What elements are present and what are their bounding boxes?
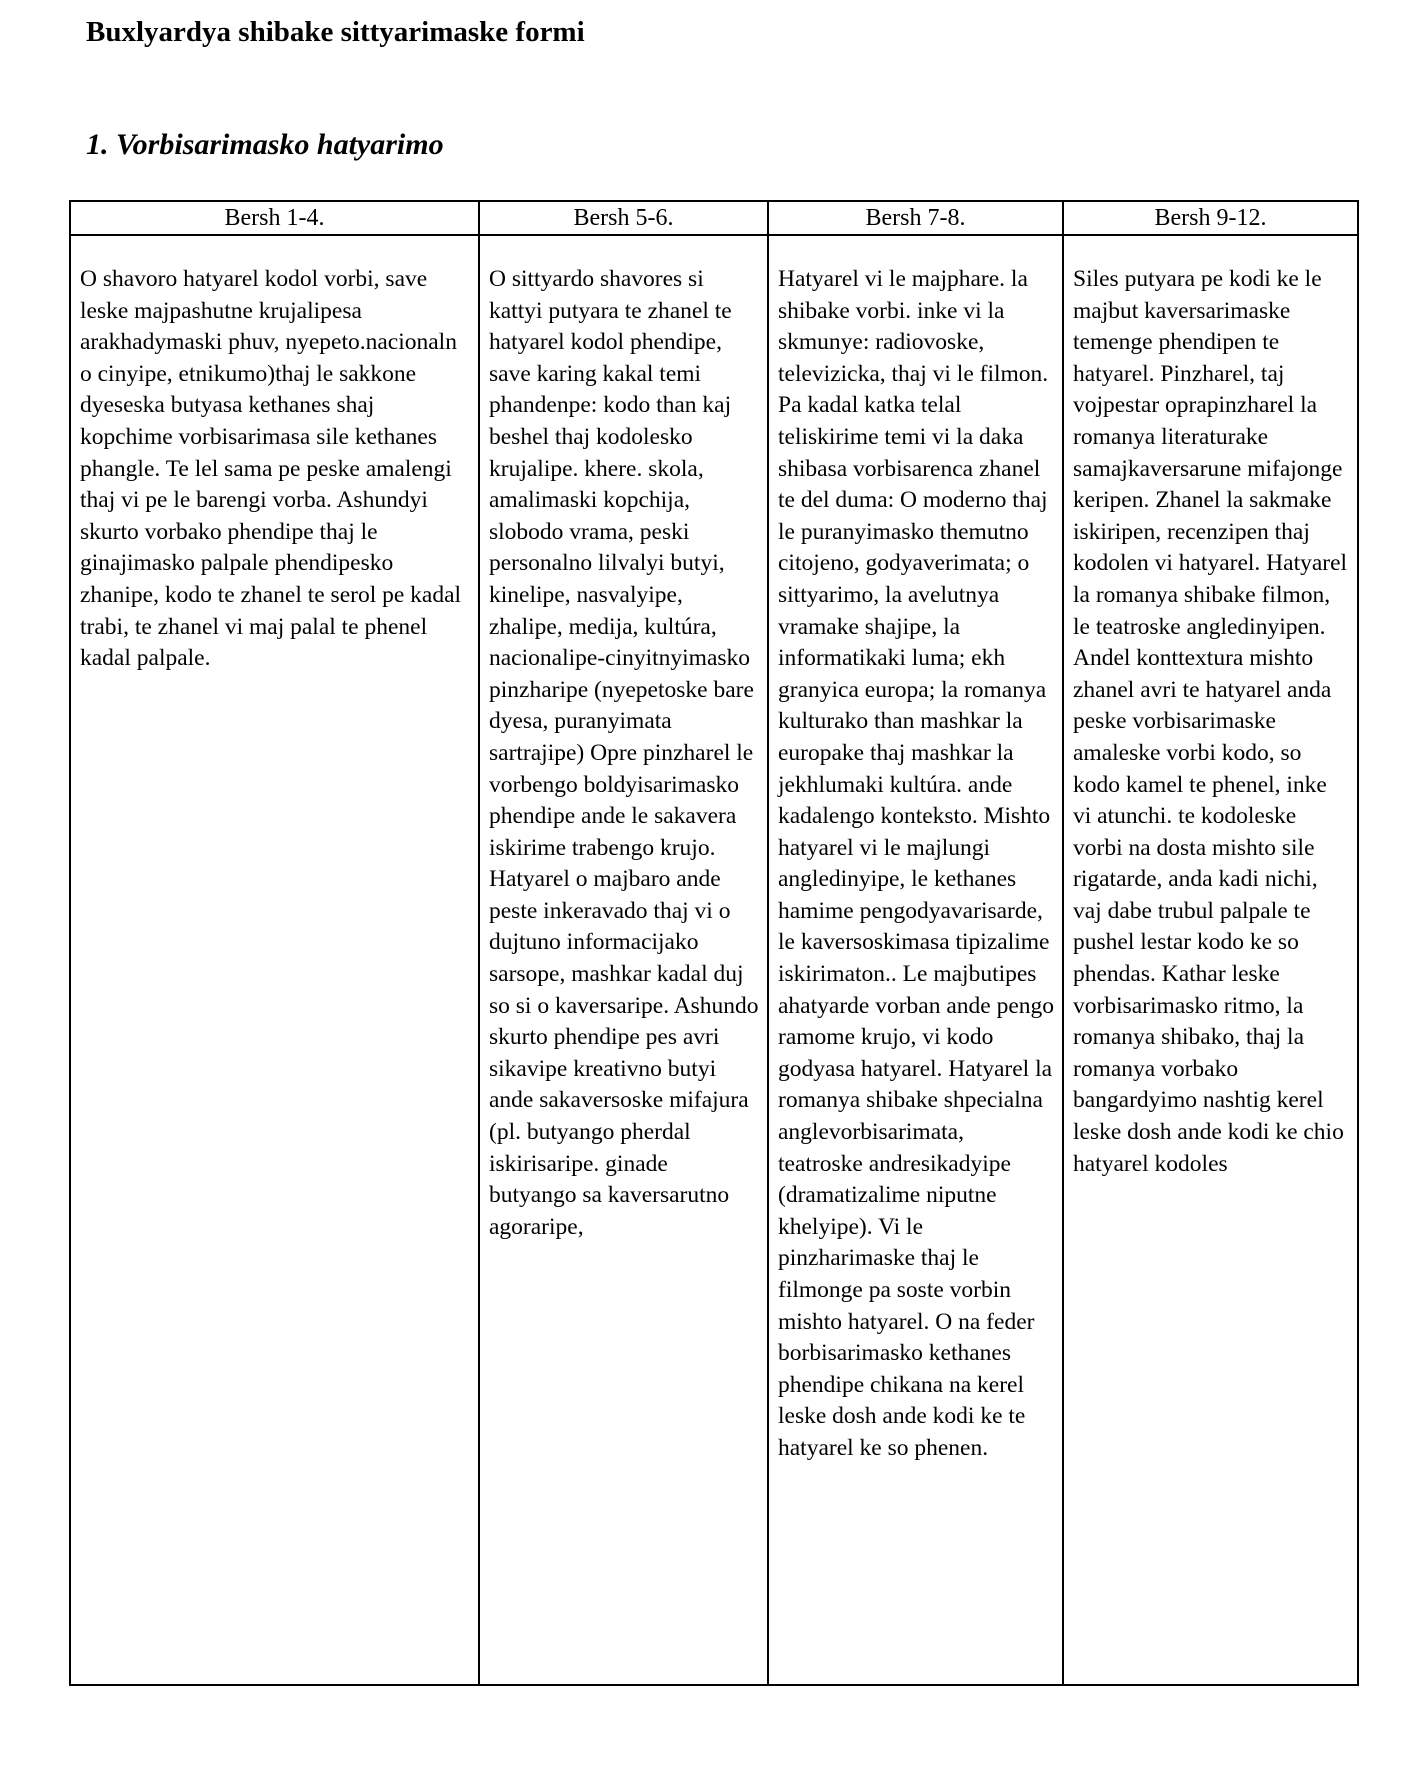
cell-grades-9-12: Siles putyara pe kodi ke le majbut kaversarimaske temenge phendipen te hatyarel. Pinzharel, taj vojpestar oprapinzharel la romanya literaturake samajkaversarune mifajonge keripen. Zhanel la sakmake iskiripen, recenzipen thaj kodolen vi hatyarel. Hatyarel la romanya shibake filmon, le teatroske angledinyipen. Andel konttextura mishto zhanel avri te hatyarel anda peske vorbisarimaske amaleske vorbi kodo, so kodo kamel te phenel, inke vi atunchi. te kodoleske vorbi na dosta mishto sile rigatarde, anda kadi nichi, vaj dabe trubul palpale te pushel lestar kodo ke so phendas. Kathar leske vorbisarimasko ritmo, la romanya shibako, thaj la romanya vorbako bangardyimo nashtig kerel leske dosh ande kodi ke chio hatyarel kodoles <box>1063 235 1358 1685</box>
table-row <box>70 235 1358 1685</box>
cell-grades-1-4: O shavoro hatyarel kodol vorbi, save leske majpashutne krujalipesa arakhadymaski phuv, nyepeto.nacionaln o cinyipe, etnikumo)thaj le sakkone dyeseska butyasa kethanes shaj kopchime vorbisarimasa sile kethanes phangle. Te lel sama pe peske amalengi thaj vi pe le barengi vorba. Ashundyi skurto vorbako phendipe thaj le ginajimasko palpale phendipesko zhanipe, kodo te zhanel te serol pe kadal trabi, te zhanel vi maj palal te phenel kadal palpale. <box>70 235 479 1685</box>
table-header-row <box>70 201 1358 235</box>
column-header-grades-7-8: Bersh 7-8. <box>768 201 1063 235</box>
column-header-grades-9-12: Bersh 9-12. <box>1063 201 1358 235</box>
cell-grades-5-6: O sittyardo shavores si kattyi putyara te zhanel te hatyarel kodol phendipe, save karing kakal temi phandenpe: kodo than kaj beshel thaj kodolesko krujalipe. khere. skola, amalimaski kopchija, slobodo vrama, peski personalno lilvalyi butyi, kinelipe, nasvalyipe, zhalipe, medija, kultúra, nacionalipe-cinyitnyimasko pinzharipe (nyepetoske bare dyesa, puranyimata sartrajipe) Opre pinzharel le vorbengo boldyisarimasko phendipe ande le sakavera iskirime trabengo krujo. Hatyarel o majbaro ande peste inkeravado thaj vi o dujtuno informacijako sarsope, mashkar kadal duj so si o kaversaripe. Ashundo skurto phendipe pes avri sikavipe kreativno butyi ande sakaversoske mifajura (pl. butyango pherdal iskirisaripe. ginade butyango sa kaversarutno agoraripe, <box>479 235 768 1685</box>
column-header-grades-1-4: Bersh 1-4. <box>70 201 479 235</box>
section-heading: 1. Vorbisarimasko hatyarimo <box>86 128 444 161</box>
column-header-grades-5-6: Bersh 5-6. <box>479 201 768 235</box>
cell-grades-7-8: Hatyarel vi le majphare. la shibake vorbi. inke vi la skmunye: radiovoske, televizicka, thaj vi le filmon. Pa kadal katka telal teliskirime temi vi la daka shibasa vorbisarenca zhanel te del duma: O moderno thaj le puranyimasko themutno citojeno, godyaverimata; o sittyarimo, la avelutnya vramake shajipe, la informatikaki luma; ekh granyica europa; la romanya kulturako than mashkar la europake thaj mashkar la jekhlumaki kultúra. ande kadalengo konteksto. Mishto hatyarel vi le majlungi angledinyipe, le kethanes hamime pengodyavarisarde, le kaversoskimasa tipizalime iskirimaton.. Le majbutipes ahatyarde vorban ande pengo ramome krujo, vi kodo godyasa hatyarel. Hatyarel la romanya shibake shpecialna anglevorbisarimata, teatroske andresikadyipe (dramatizalime niputne khelyipe). Vi le pinzharimaske thaj le filmonge pa soste vorbin mishto hatyarel. O na feder borbisarimasko kethanes phendipe chikana na kerel leske dosh ande kodi ke te hatyarel ke so phenen. <box>768 235 1063 1685</box>
document-title: Buxlyardya shibake sittyarimaske formi <box>86 16 585 48</box>
grade-level-table <box>69 200 1359 1686</box>
